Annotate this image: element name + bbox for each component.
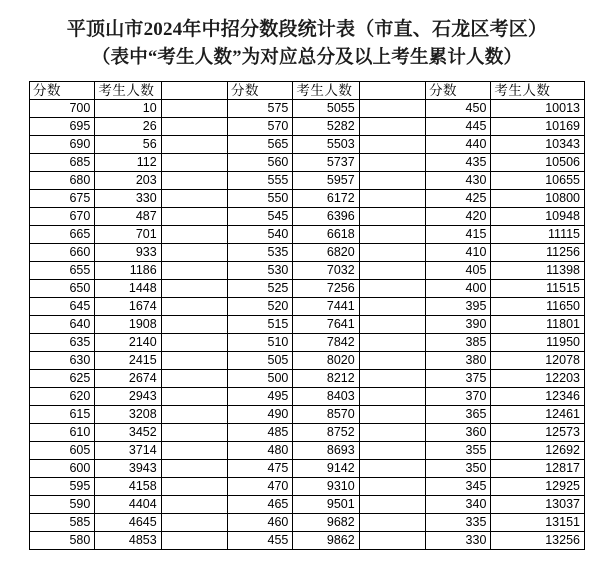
cell-score-3: 420 [426, 208, 491, 226]
cell-score-2: 535 [228, 244, 293, 262]
row-spacer-2 [359, 460, 425, 478]
header-score-1: 分数 [30, 82, 95, 100]
cell-count-2: 5737 [293, 154, 359, 172]
table-row [30, 424, 585, 442]
row-spacer-1 [161, 478, 227, 496]
cell-score-3: 415 [426, 226, 491, 244]
cell-score-2: 510 [228, 334, 293, 352]
cell-score-1: 610 [30, 424, 95, 442]
cell-count-1: 4645 [95, 514, 161, 532]
row-spacer-1 [161, 370, 227, 388]
header-count-3: 考生人数 [491, 82, 585, 100]
row-spacer-1 [161, 154, 227, 172]
cell-score-1: 630 [30, 352, 95, 370]
cell-count-1: 1448 [95, 280, 161, 298]
cell-count-1: 2140 [95, 334, 161, 352]
row-spacer-1 [161, 244, 227, 262]
row-spacer-2 [359, 208, 425, 226]
cell-count-2: 5055 [293, 100, 359, 118]
cell-count-3: 12925 [491, 478, 585, 496]
table-row [30, 190, 585, 208]
table-row [30, 262, 585, 280]
row-spacer-2 [359, 280, 425, 298]
table-row [30, 514, 585, 532]
cell-count-2: 5957 [293, 172, 359, 190]
cell-score-3: 445 [426, 118, 491, 136]
cell-score-1: 615 [30, 406, 95, 424]
row-spacer-1 [161, 316, 227, 334]
cell-count-2: 5503 [293, 136, 359, 154]
cell-count-2: 8020 [293, 352, 359, 370]
cell-count-2: 9682 [293, 514, 359, 532]
cell-score-1: 695 [30, 118, 95, 136]
cell-count-1: 2415 [95, 352, 161, 370]
cell-count-2: 7256 [293, 280, 359, 298]
cell-score-3: 410 [426, 244, 491, 262]
cell-count-1: 4158 [95, 478, 161, 496]
cell-count-3: 11950 [491, 334, 585, 352]
row-spacer-1 [161, 496, 227, 514]
cell-score-3: 365 [426, 406, 491, 424]
cell-count-1: 203 [95, 172, 161, 190]
cell-count-1: 933 [95, 244, 161, 262]
score-distribution-table [29, 81, 585, 550]
cell-count-1: 3452 [95, 424, 161, 442]
cell-score-3: 425 [426, 190, 491, 208]
cell-count-1: 330 [95, 190, 161, 208]
row-spacer-2 [359, 496, 425, 514]
row-spacer-2 [359, 478, 425, 496]
header-count-1: 考生人数 [95, 82, 161, 100]
cell-score-3: 395 [426, 298, 491, 316]
cell-count-3: 10948 [491, 208, 585, 226]
header-spacer-2 [359, 82, 425, 100]
cell-count-2: 6172 [293, 190, 359, 208]
cell-count-3: 12573 [491, 424, 585, 442]
row-spacer-2 [359, 316, 425, 334]
cell-score-2: 460 [228, 514, 293, 532]
row-spacer-1 [161, 514, 227, 532]
cell-score-1: 680 [30, 172, 95, 190]
table-row [30, 406, 585, 424]
cell-score-1: 585 [30, 514, 95, 532]
row-spacer-1 [161, 100, 227, 118]
cell-count-2: 7641 [293, 316, 359, 334]
table-row [30, 460, 585, 478]
row-spacer-1 [161, 208, 227, 226]
cell-score-3: 360 [426, 424, 491, 442]
cell-score-2: 555 [228, 172, 293, 190]
cell-count-3: 11256 [491, 244, 585, 262]
row-spacer-2 [359, 388, 425, 406]
row-spacer-2 [359, 334, 425, 352]
cell-score-2: 475 [228, 460, 293, 478]
table-row [30, 298, 585, 316]
table-row [30, 316, 585, 334]
cell-score-3: 350 [426, 460, 491, 478]
cell-score-1: 685 [30, 154, 95, 172]
table-row [30, 226, 585, 244]
page-title-line-1: 平顶山市2024年中招分数段统计表（市直、石龙区考区） [66, 19, 548, 40]
table-row [30, 208, 585, 226]
row-spacer-2 [359, 370, 425, 388]
row-spacer-2 [359, 532, 425, 550]
cell-count-3: 11515 [491, 280, 585, 298]
row-spacer-1 [161, 136, 227, 154]
table-row [30, 334, 585, 352]
cell-count-3: 13256 [491, 532, 585, 550]
cell-count-2: 9862 [293, 532, 359, 550]
row-spacer-1 [161, 280, 227, 298]
cell-score-3: 355 [426, 442, 491, 460]
row-spacer-1 [161, 460, 227, 478]
cell-score-2: 560 [228, 154, 293, 172]
cell-count-1: 4853 [95, 532, 161, 550]
cell-count-3: 10169 [491, 118, 585, 136]
cell-score-2: 565 [228, 136, 293, 154]
cell-score-1: 640 [30, 316, 95, 334]
cell-score-3: 400 [426, 280, 491, 298]
cell-score-1: 595 [30, 478, 95, 496]
cell-score-1: 580 [30, 532, 95, 550]
table-row [30, 136, 585, 154]
table-row [30, 100, 585, 118]
cell-count-3: 10800 [491, 190, 585, 208]
cell-count-3: 11650 [491, 298, 585, 316]
table-row [30, 370, 585, 388]
header-score-3: 分数 [426, 82, 491, 100]
cell-score-1: 600 [30, 460, 95, 478]
row-spacer-1 [161, 442, 227, 460]
cell-score-1: 660 [30, 244, 95, 262]
header-score-2: 分数 [228, 82, 293, 100]
table-row [30, 496, 585, 514]
cell-count-3: 13037 [491, 496, 585, 514]
row-spacer-2 [359, 190, 425, 208]
table-body [30, 100, 585, 550]
cell-score-3: 345 [426, 478, 491, 496]
cell-count-3: 12461 [491, 406, 585, 424]
cell-score-2: 550 [228, 190, 293, 208]
cell-count-1: 3714 [95, 442, 161, 460]
cell-count-2: 9142 [293, 460, 359, 478]
cell-count-2: 9501 [293, 496, 359, 514]
cell-score-2: 465 [228, 496, 293, 514]
cell-score-3: 375 [426, 370, 491, 388]
cell-score-2: 570 [228, 118, 293, 136]
row-spacer-2 [359, 514, 425, 532]
cell-score-3: 385 [426, 334, 491, 352]
cell-score-2: 500 [228, 370, 293, 388]
cell-score-1: 700 [30, 100, 95, 118]
cell-count-2: 8693 [293, 442, 359, 460]
table-row [30, 280, 585, 298]
cell-count-2: 7441 [293, 298, 359, 316]
cell-count-1: 1908 [95, 316, 161, 334]
row-spacer-2 [359, 262, 425, 280]
cell-score-1: 650 [30, 280, 95, 298]
cell-count-1: 26 [95, 118, 161, 136]
table-row [30, 388, 585, 406]
cell-count-3: 11801 [491, 316, 585, 334]
cell-count-2: 8212 [293, 370, 359, 388]
row-spacer-1 [161, 172, 227, 190]
cell-count-3: 10506 [491, 154, 585, 172]
cell-score-1: 590 [30, 496, 95, 514]
cell-score-1: 665 [30, 226, 95, 244]
cell-score-2: 480 [228, 442, 293, 460]
row-spacer-2 [359, 406, 425, 424]
cell-score-2: 540 [228, 226, 293, 244]
cell-score-2: 490 [228, 406, 293, 424]
cell-count-3: 12346 [491, 388, 585, 406]
page-title-line-2: （表中“考生人数”为对应总分及以上考生累计人数） [91, 48, 523, 68]
cell-score-3: 340 [426, 496, 491, 514]
table-row [30, 118, 585, 136]
cell-count-3: 12078 [491, 352, 585, 370]
cell-score-2: 545 [228, 208, 293, 226]
page-title-block [0, 0, 614, 72]
row-spacer-1 [161, 118, 227, 136]
row-spacer-1 [161, 226, 227, 244]
cell-score-1: 670 [30, 208, 95, 226]
row-spacer-1 [161, 190, 227, 208]
cell-score-1: 620 [30, 388, 95, 406]
row-spacer-2 [359, 442, 425, 460]
cell-score-3: 380 [426, 352, 491, 370]
cell-score-1: 645 [30, 298, 95, 316]
table-header [30, 82, 585, 100]
cell-score-1: 655 [30, 262, 95, 280]
cell-score-3: 330 [426, 532, 491, 550]
cell-count-1: 487 [95, 208, 161, 226]
table-row [30, 244, 585, 262]
cell-count-1: 2674 [95, 370, 161, 388]
cell-count-2: 7842 [293, 334, 359, 352]
table-row [30, 352, 585, 370]
cell-count-2: 8570 [293, 406, 359, 424]
cell-count-3: 12203 [491, 370, 585, 388]
cell-count-1: 56 [95, 136, 161, 154]
score-table-container [29, 81, 585, 550]
cell-count-2: 7032 [293, 262, 359, 280]
cell-count-1: 10 [95, 100, 161, 118]
cell-count-3: 12692 [491, 442, 585, 460]
row-spacer-2 [359, 100, 425, 118]
cell-count-2: 6618 [293, 226, 359, 244]
cell-score-2: 515 [228, 316, 293, 334]
cell-count-2: 9310 [293, 478, 359, 496]
table-row [30, 172, 585, 190]
cell-count-1: 112 [95, 154, 161, 172]
header-count-2: 考生人数 [293, 82, 359, 100]
cell-count-2: 5282 [293, 118, 359, 136]
row-spacer-1 [161, 406, 227, 424]
cell-count-2: 8403 [293, 388, 359, 406]
cell-score-2: 525 [228, 280, 293, 298]
row-spacer-1 [161, 298, 227, 316]
cell-count-3: 10343 [491, 136, 585, 154]
row-spacer-2 [359, 136, 425, 154]
table-row [30, 478, 585, 496]
row-spacer-1 [161, 532, 227, 550]
cell-score-3: 370 [426, 388, 491, 406]
cell-score-2: 495 [228, 388, 293, 406]
cell-score-3: 435 [426, 154, 491, 172]
row-spacer-1 [161, 334, 227, 352]
cell-count-2: 6820 [293, 244, 359, 262]
cell-score-3: 335 [426, 514, 491, 532]
cell-score-1: 675 [30, 190, 95, 208]
cell-count-2: 6396 [293, 208, 359, 226]
row-spacer-1 [161, 262, 227, 280]
cell-score-3: 450 [426, 100, 491, 118]
cell-score-2: 520 [228, 298, 293, 316]
cell-score-1: 635 [30, 334, 95, 352]
cell-count-2: 8752 [293, 424, 359, 442]
table-row [30, 442, 585, 460]
cell-count-3: 10013 [491, 100, 585, 118]
row-spacer-1 [161, 424, 227, 442]
cell-score-2: 530 [228, 262, 293, 280]
cell-count-3: 10655 [491, 172, 585, 190]
cell-count-3: 12817 [491, 460, 585, 478]
table-header-row [30, 82, 585, 100]
cell-score-2: 485 [228, 424, 293, 442]
cell-score-1: 690 [30, 136, 95, 154]
cell-count-1: 3208 [95, 406, 161, 424]
table-row [30, 532, 585, 550]
cell-score-2: 505 [228, 352, 293, 370]
header-spacer-1 [161, 82, 227, 100]
cell-count-3: 11398 [491, 262, 585, 280]
row-spacer-2 [359, 118, 425, 136]
row-spacer-2 [359, 226, 425, 244]
cell-count-3: 13151 [491, 514, 585, 532]
cell-count-1: 1674 [95, 298, 161, 316]
row-spacer-1 [161, 388, 227, 406]
cell-score-1: 625 [30, 370, 95, 388]
row-spacer-2 [359, 352, 425, 370]
cell-count-3: 11115 [491, 226, 585, 244]
row-spacer-2 [359, 154, 425, 172]
cell-count-1: 2943 [95, 388, 161, 406]
cell-count-1: 4404 [95, 496, 161, 514]
row-spacer-2 [359, 298, 425, 316]
cell-score-2: 470 [228, 478, 293, 496]
cell-score-3: 430 [426, 172, 491, 190]
cell-count-1: 1186 [95, 262, 161, 280]
row-spacer-2 [359, 172, 425, 190]
cell-score-3: 440 [426, 136, 491, 154]
table-row [30, 154, 585, 172]
row-spacer-2 [359, 244, 425, 262]
cell-score-2: 575 [228, 100, 293, 118]
cell-score-3: 390 [426, 316, 491, 334]
cell-score-3: 405 [426, 262, 491, 280]
cell-score-1: 605 [30, 442, 95, 460]
row-spacer-2 [359, 424, 425, 442]
cell-count-1: 3943 [95, 460, 161, 478]
cell-score-2: 455 [228, 532, 293, 550]
row-spacer-1 [161, 352, 227, 370]
cell-count-1: 701 [95, 226, 161, 244]
